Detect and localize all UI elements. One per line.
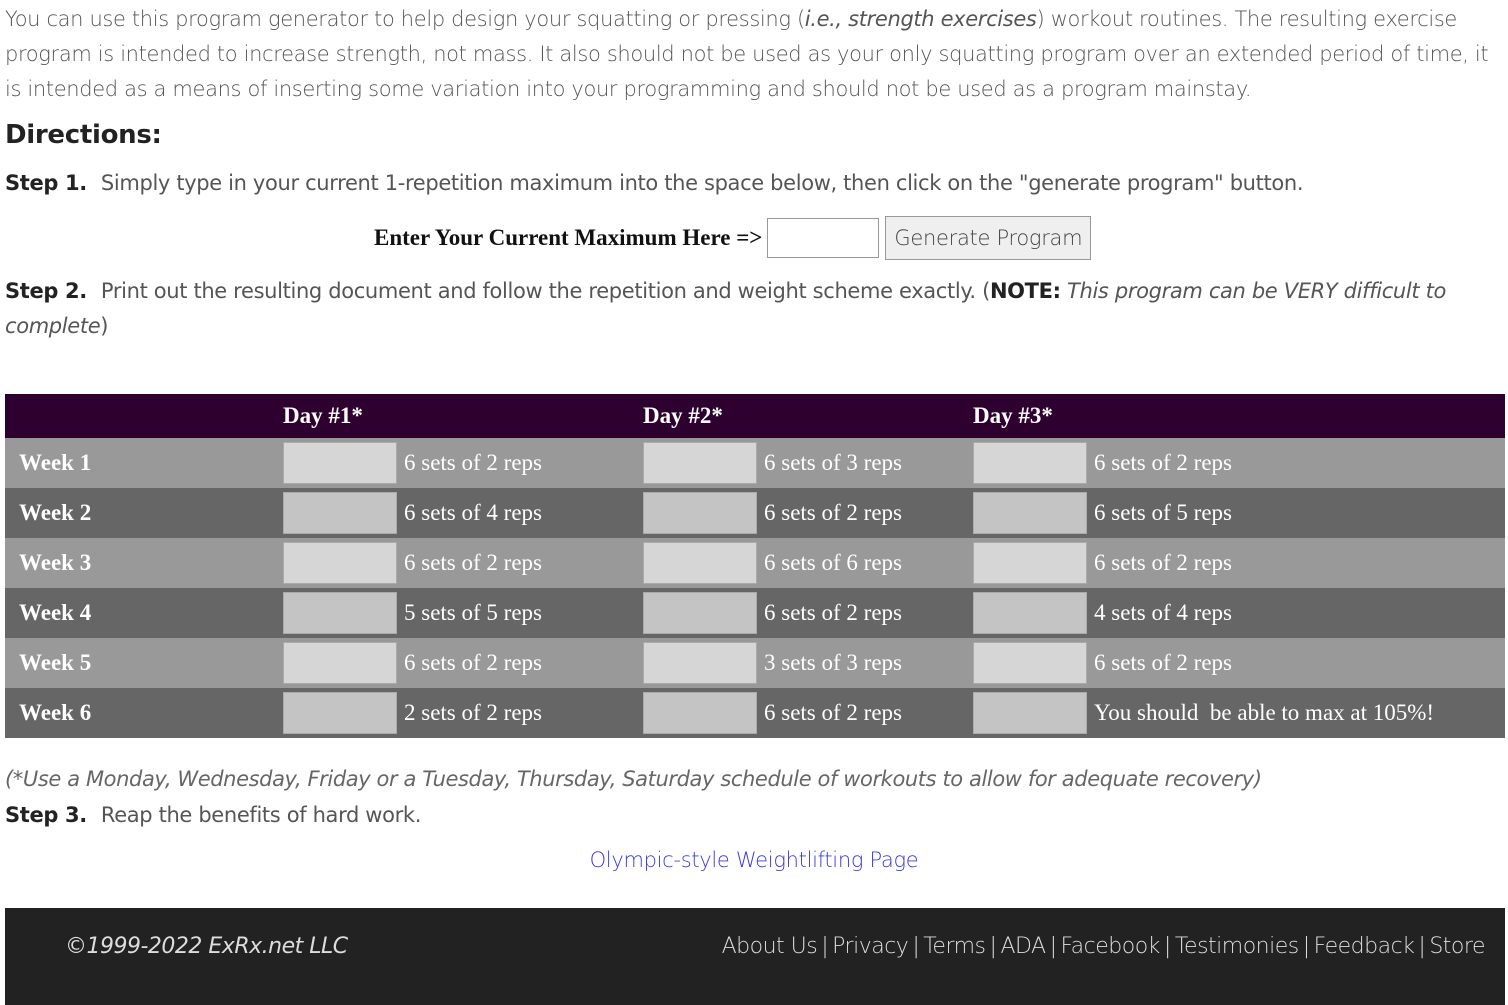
footer-link-testimonies[interactable]: Testimonies <box>1174 934 1299 959</box>
weight-field[interactable] <box>973 592 1087 634</box>
weight-field[interactable] <box>283 692 397 734</box>
weight-field[interactable] <box>283 492 397 534</box>
reps-text: 6 sets of 2 reps <box>404 450 542 475</box>
reps-text: 6 sets of 2 reps <box>1094 450 1232 475</box>
intro-italic: i.e., strength exercises <box>804 7 1037 31</box>
footer-links <box>722 934 1485 959</box>
footer-link-ada[interactable]: ADA <box>1000 934 1046 959</box>
separator: | <box>1049 934 1057 959</box>
footer-link-store[interactable]: Store <box>1429 934 1485 959</box>
header-blank <box>5 394 283 438</box>
week-label: Week 6 <box>5 688 283 738</box>
reps-text: 6 sets of 2 reps <box>404 650 542 675</box>
separator: | <box>821 934 829 959</box>
reps-text: 4 sets of 4 reps <box>1094 600 1232 625</box>
generate-program-button[interactable]: Generate Program <box>885 216 1091 260</box>
week-label: Week 2 <box>5 488 283 538</box>
weight-field[interactable] <box>643 492 757 534</box>
footer <box>5 908 1505 1005</box>
separator: | <box>1302 934 1310 959</box>
separator: | <box>1163 934 1171 959</box>
table-row <box>5 588 1505 638</box>
table-row <box>5 438 1505 488</box>
max-label: Enter Your Current Maximum Here => <box>374 225 763 250</box>
weight-field[interactable] <box>643 692 757 734</box>
step-3 <box>5 798 421 833</box>
reps-text: 6 sets of 6 reps <box>764 550 902 575</box>
table-header-row <box>5 394 1505 438</box>
step-1-text: Simply type in your current 1-repetition maximum into the space below, then click on the "generate program" button. <box>100 171 1304 195</box>
reps-text: 6 sets of 2 reps <box>1094 550 1232 575</box>
copyright: ©1999-2022 ExRx.net LLC <box>65 934 348 959</box>
olympic-weightlifting-link[interactable]: Olympic-style Weightlifting Page <box>589 848 919 872</box>
weight-field[interactable] <box>283 592 397 634</box>
reps-text: 6 sets of 2 reps <box>404 550 542 575</box>
reps-text: 6 sets of 4 reps <box>404 500 542 525</box>
note-label: NOTE: <box>989 279 1061 303</box>
weight-field[interactable] <box>283 442 397 484</box>
week-label: Week 1 <box>5 438 283 488</box>
weight-field[interactable] <box>973 442 1087 484</box>
table-row <box>5 488 1505 538</box>
reps-text: 3 sets of 3 reps <box>764 650 902 675</box>
step-2 <box>5 274 1465 344</box>
step-2-label: Step 2. <box>5 279 87 303</box>
table-row <box>5 688 1505 738</box>
header-day-1: Day #1* <box>283 394 643 438</box>
separator: | <box>1418 934 1426 959</box>
table-row <box>5 538 1505 588</box>
weight-field[interactable] <box>973 492 1087 534</box>
weight-field[interactable] <box>643 592 757 634</box>
header-day-2: Day #2* <box>643 394 973 438</box>
note-text: This program can be VERY difficult to complete <box>5 279 1446 338</box>
reps-text: 6 sets of 2 reps <box>764 600 902 625</box>
directions-heading: Directions: <box>5 120 162 150</box>
footer-link-terms[interactable]: Terms <box>923 934 986 959</box>
step-3-text: Reap the benefits of hard work. <box>100 803 422 827</box>
reps-text: 5 sets of 5 reps <box>404 600 542 625</box>
separator: | <box>989 934 997 959</box>
reps-text: 6 sets of 3 reps <box>764 450 902 475</box>
weight-field[interactable] <box>643 442 757 484</box>
weight-field[interactable] <box>283 642 397 684</box>
program-table <box>5 394 1505 738</box>
schedule-footnote: (*Use a Monday, Wednesday, Friday or a Tuesday, Thursday, Saturday schedule of workouts to allow for adequate recovery) <box>5 767 1262 791</box>
reps-text: 6 sets of 5 reps <box>1094 500 1232 525</box>
weight-field[interactable] <box>643 542 757 584</box>
intro-text-1: You can use this program generator to help design your squatting or pressing ( <box>5 7 805 31</box>
footer-link-about[interactable]: About Us <box>721 934 818 959</box>
weight-field[interactable] <box>643 642 757 684</box>
final-goal-text: You should be able to max at 105%! <box>1094 700 1435 725</box>
step-2-text: Print out the resulting document and follow the repetition and weight scheme exactly. ( <box>100 279 990 303</box>
step-3-label: Step 3. <box>5 803 87 827</box>
intro-paragraph <box>5 0 1505 107</box>
week-label: Week 3 <box>5 538 283 588</box>
weight-field[interactable] <box>973 542 1087 584</box>
reps-text: 6 sets of 2 reps <box>764 500 902 525</box>
reps-text: 6 sets of 2 reps <box>764 700 902 725</box>
max-form <box>374 216 1091 260</box>
header-day-3: Day #3* <box>973 394 1505 438</box>
week-label: Week 4 <box>5 588 283 638</box>
footer-link-privacy[interactable]: Privacy <box>832 934 909 959</box>
weight-field[interactable] <box>973 642 1087 684</box>
weight-field[interactable] <box>973 692 1087 734</box>
reps-text: 6 sets of 2 reps <box>1094 650 1232 675</box>
table-row <box>5 638 1505 688</box>
note-close: ) <box>100 314 109 338</box>
footer-link-facebook[interactable]: Facebook <box>1060 934 1160 959</box>
step-1-label: Step 1. <box>5 171 87 195</box>
step-1 <box>5 166 1303 201</box>
intro-text-2: ) workout routines. The resulting exercise program is intended to increase strength, not mass. It also should not be used as your only squatting program over an extended period of time, it is intended as a means of inserting some variation into your programming and should not be used as a program mainstay. <box>5 7 1489 101</box>
separator: | <box>912 934 920 959</box>
reps-text: 2 sets of 2 reps <box>404 700 542 725</box>
max-input[interactable] <box>767 218 879 258</box>
footer-link-feedback[interactable]: Feedback <box>1313 934 1415 959</box>
weight-field[interactable] <box>283 542 397 584</box>
week-label: Week 5 <box>5 638 283 688</box>
